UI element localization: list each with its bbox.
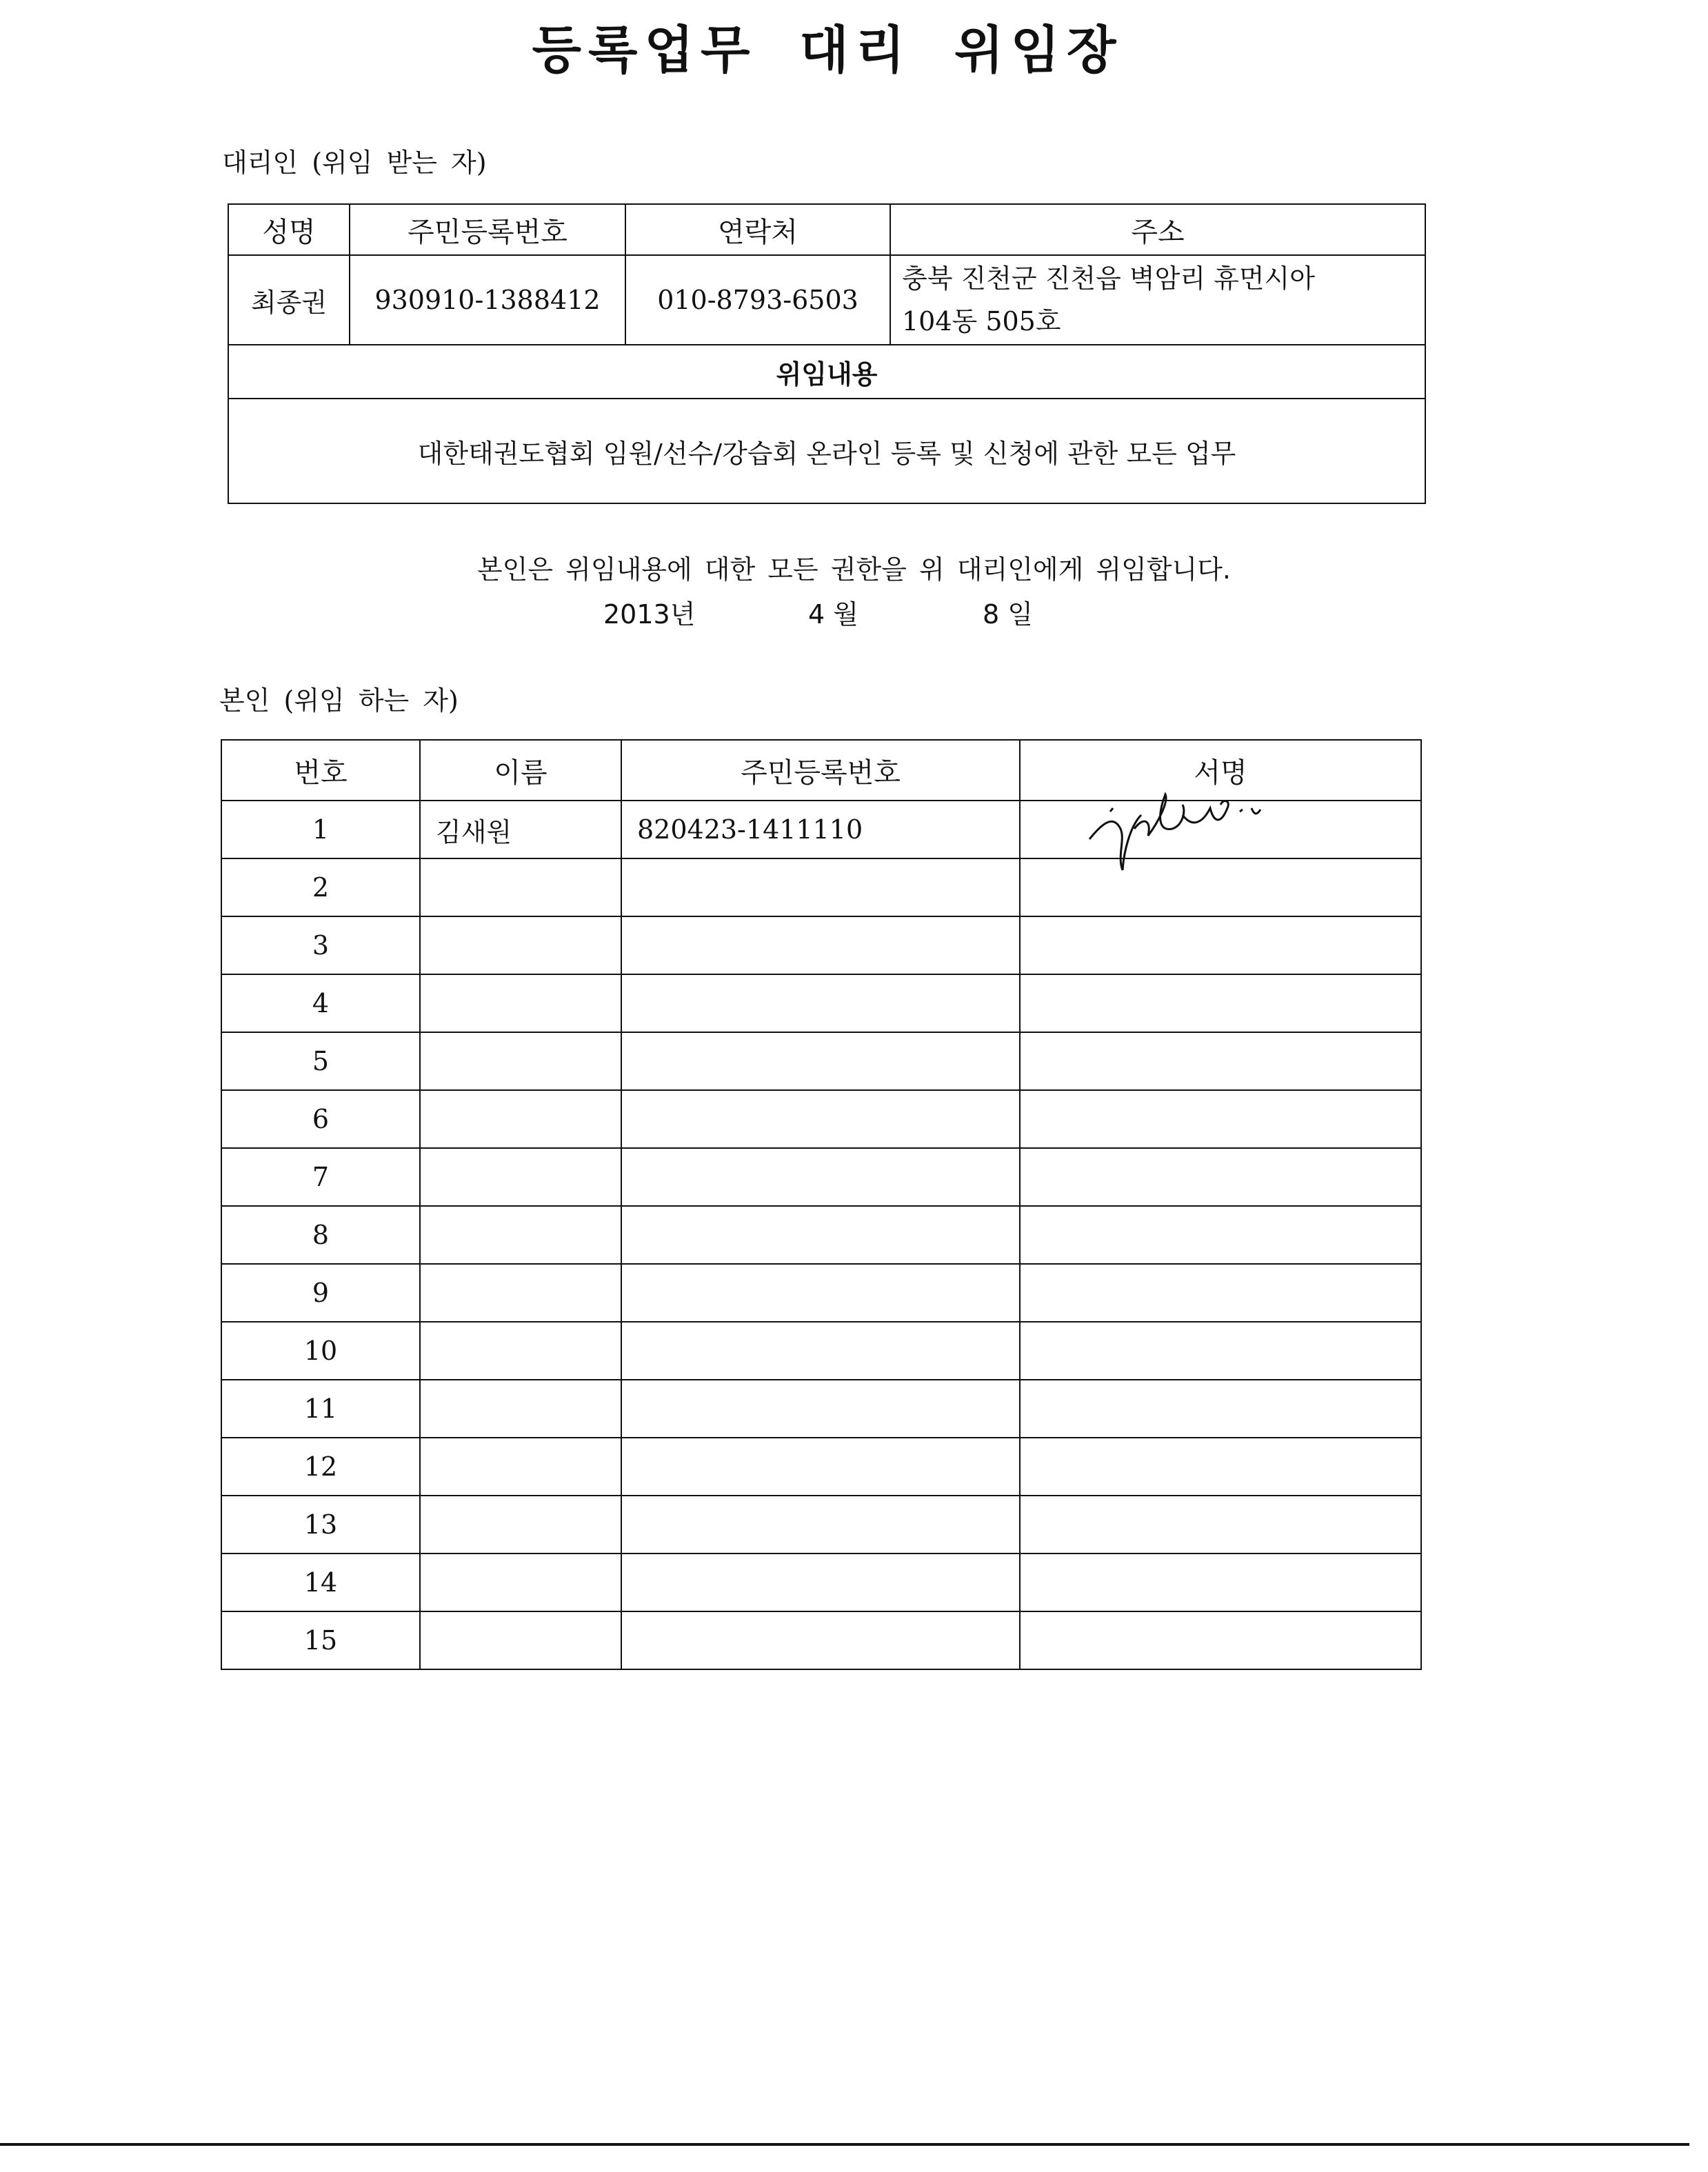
- handwritten-signature: [1083, 774, 1269, 877]
- row-resident-number: [621, 974, 1020, 1032]
- agent-address: [890, 255, 1425, 345]
- row-signature: [1020, 1032, 1421, 1090]
- table-row: [221, 1148, 1421, 1206]
- table-row: [221, 1264, 1421, 1322]
- row-signature: [1020, 1496, 1421, 1553]
- document-title: 등록업무 대리 위임장: [532, 21, 1123, 80]
- table-row: [221, 1496, 1421, 1553]
- row-name: [420, 1322, 621, 1380]
- bottom-divider: [0, 2143, 1689, 2146]
- row-name: [420, 1553, 621, 1611]
- agent-section-label: 대리인 (위임 받는 자): [222, 148, 487, 178]
- date-month: 4 월: [808, 599, 858, 630]
- table-row: [221, 916, 1421, 974]
- row-name: [420, 974, 621, 1032]
- row-name: 김새원: [420, 801, 621, 858]
- row-name: [420, 1611, 621, 1669]
- row-name: [420, 1032, 621, 1090]
- agent-name: 최종권: [228, 255, 350, 345]
- agent-header-resident-number: 주민등록번호: [350, 204, 625, 255]
- row-signature: [1020, 916, 1421, 974]
- row-resident-number: [621, 858, 1020, 916]
- row-name: [420, 1380, 621, 1438]
- row-name: [420, 916, 621, 974]
- row-number: 1: [221, 801, 420, 858]
- row-resident-number: [621, 1553, 1020, 1611]
- row-number: 5: [221, 1032, 420, 1090]
- row-resident-number: [621, 1380, 1020, 1438]
- table-row: [221, 1032, 1421, 1090]
- principal-header-name: 이름: [420, 740, 621, 801]
- agent-address-line2: 104동 505호: [902, 306, 1061, 336]
- row-signature: [1020, 1206, 1421, 1264]
- row-resident-number: [621, 1496, 1020, 1553]
- agent-address-line1: 충북 진천군 진천읍 벽암리 휴먼시아: [902, 263, 1315, 294]
- row-resident-number: [621, 1322, 1020, 1380]
- row-number: 9: [221, 1264, 420, 1322]
- agent-phone: 010-8793-6503: [625, 255, 890, 345]
- row-signature: [1020, 1322, 1421, 1380]
- row-number: 14: [221, 1553, 420, 1611]
- table-row: [221, 801, 1421, 858]
- row-number: 10: [221, 1322, 420, 1380]
- row-name: [420, 1438, 621, 1496]
- table-row: [221, 1322, 1421, 1380]
- row-resident-number: 820423-1411110: [621, 801, 1020, 858]
- row-signature: [1020, 801, 1421, 858]
- agent-header-phone: 연락처: [625, 204, 890, 255]
- mandate-header: 위임내용: [228, 345, 1425, 399]
- row-number: 11: [221, 1380, 420, 1438]
- date-year: 2013년: [603, 599, 696, 630]
- row-number: 4: [221, 974, 420, 1032]
- row-signature: [1020, 1148, 1421, 1206]
- row-resident-number: [621, 1611, 1020, 1669]
- principal-section-label: 본인 (위임 하는 자): [219, 685, 459, 716]
- row-name: [420, 1206, 621, 1264]
- agent-header-row: [228, 204, 1425, 255]
- row-number: 6: [221, 1090, 420, 1148]
- table-row: [221, 1438, 1421, 1496]
- date-day: 8 일: [983, 599, 1033, 630]
- table-row: [221, 1206, 1421, 1264]
- row-signature: [1020, 1380, 1421, 1438]
- row-resident-number: [621, 1438, 1020, 1496]
- table-row: [221, 1380, 1421, 1438]
- row-number: 8: [221, 1206, 420, 1264]
- row-resident-number: [621, 1090, 1020, 1148]
- row-resident-number: [621, 916, 1020, 974]
- table-row: [221, 1611, 1421, 1669]
- mandate-header-row: [228, 345, 1425, 399]
- row-resident-number: [621, 1148, 1020, 1206]
- row-signature: [1020, 974, 1421, 1032]
- row-number: 3: [221, 916, 420, 974]
- row-signature: [1020, 1264, 1421, 1322]
- row-resident-number: [621, 1032, 1020, 1090]
- row-name: [420, 1496, 621, 1553]
- agent-resident-number: 930910-1388412: [350, 255, 625, 345]
- row-number: 2: [221, 858, 420, 916]
- principal-header-number: 번호: [221, 740, 420, 801]
- row-number: 15: [221, 1611, 420, 1669]
- principal-table: [221, 739, 1422, 1670]
- agent-header-name: 성명: [228, 204, 350, 255]
- row-number: 13: [221, 1496, 420, 1553]
- row-signature: [1020, 1438, 1421, 1496]
- delegation-statement: 본인은 위임내용에 대한 모든 권한을 위 대리인에게 위임합니다.: [476, 554, 1232, 585]
- principal-header-signature: 서명: [1020, 740, 1421, 801]
- principal-header-resident-number: 주민등록번호: [621, 740, 1020, 801]
- row-signature: [1020, 1611, 1421, 1669]
- row-resident-number: [621, 1206, 1020, 1264]
- table-row: [221, 974, 1421, 1032]
- table-row: [221, 1090, 1421, 1148]
- mandate-content-row: [228, 399, 1425, 503]
- row-signature: [1020, 1553, 1421, 1611]
- agent-data-row: [228, 255, 1425, 345]
- table-row: [221, 1553, 1421, 1611]
- mandate-content: 대한태권도협회 임원/선수/강습회 온라인 등록 및 신청에 관한 모든 업무: [228, 399, 1425, 503]
- row-name: [420, 1148, 621, 1206]
- agent-table: [228, 203, 1426, 504]
- row-signature: [1020, 1090, 1421, 1148]
- row-name: [420, 858, 621, 916]
- row-number: 7: [221, 1148, 420, 1206]
- row-name: [420, 1090, 621, 1148]
- row-name: [420, 1264, 621, 1322]
- agent-header-address: 주소: [890, 204, 1425, 255]
- row-number: 12: [221, 1438, 420, 1496]
- row-resident-number: [621, 1264, 1020, 1322]
